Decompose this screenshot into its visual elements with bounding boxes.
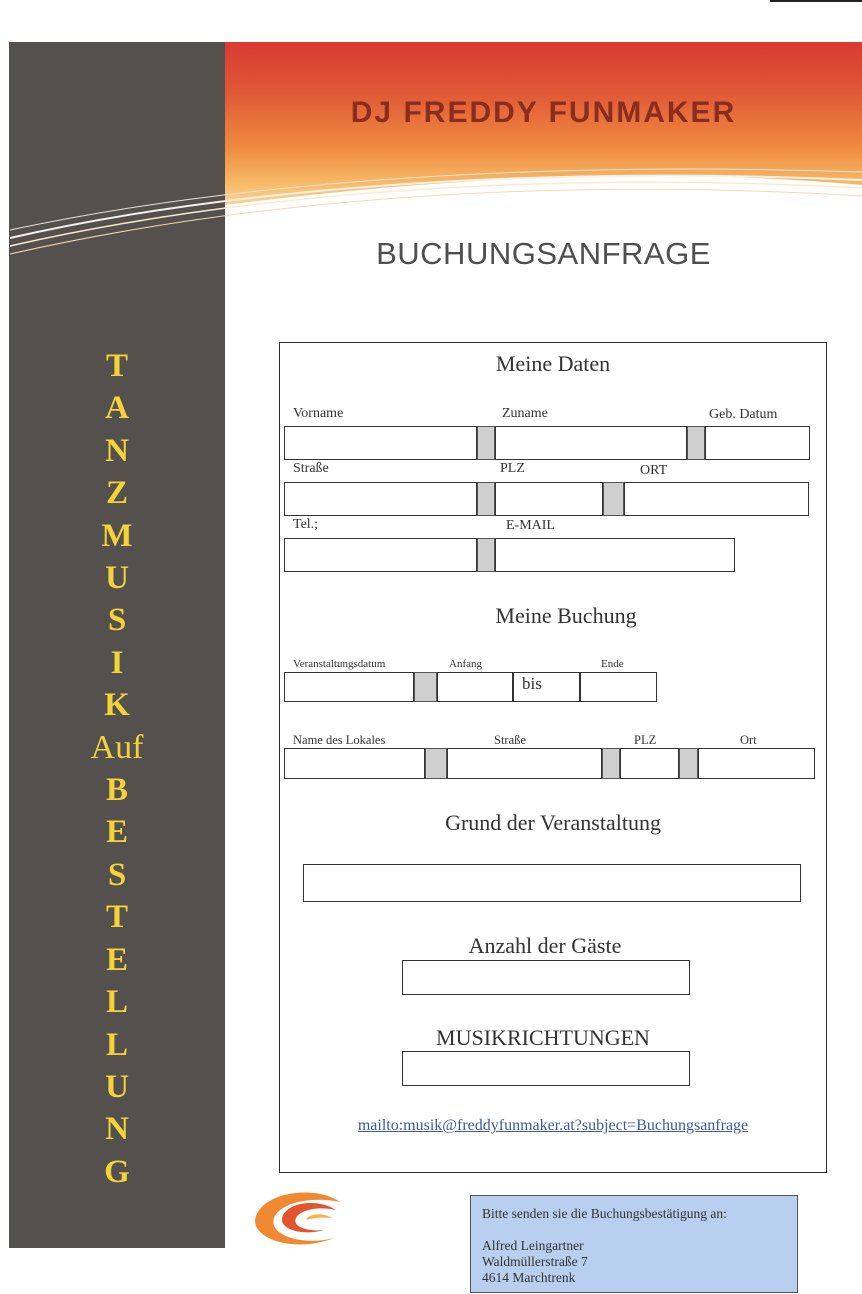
slogan-letter: L <box>105 1026 128 1063</box>
ende-field[interactable] <box>580 672 657 702</box>
email-field[interactable] <box>495 538 735 572</box>
tel-field[interactable] <box>284 538 477 572</box>
slogan-letter: S <box>107 602 127 639</box>
slogan-letter: N <box>105 432 129 469</box>
label-tel: Tel.; <box>293 517 319 532</box>
field-separator <box>477 482 495 516</box>
label-ende: Ende <box>601 658 624 670</box>
lokal-strasse-field[interactable] <box>447 748 602 779</box>
slogan-letter: K <box>104 687 130 724</box>
geb-datum-field[interactable] <box>705 426 810 460</box>
section-title-gaeste: Anzahl der Gäste <box>468 933 622 958</box>
vertical-slogan <box>9 345 225 1193</box>
vorname-field[interactable] <box>284 426 477 460</box>
gaeste-field[interactable] <box>402 960 690 995</box>
slogan-letter: E <box>105 941 128 978</box>
plz-field[interactable] <box>495 482 603 516</box>
slogan-letter: I <box>110 644 124 681</box>
strasse-field[interactable] <box>284 482 477 516</box>
musikrichtungen-field[interactable] <box>402 1051 690 1086</box>
brand-title: DJ FREDDY FUNMAKER <box>350 96 737 129</box>
label-vorname: Vorname <box>293 406 344 421</box>
field-separator <box>425 748 447 779</box>
slogan-letter: Auf <box>90 728 144 766</box>
address-name: Alfred Leingartner <box>482 1238 584 1253</box>
label-geb-datum: Geb. Datum <box>709 407 778 422</box>
field-separator <box>687 426 705 460</box>
address-city: 4614 Marchtrenk <box>482 1270 576 1285</box>
label-zuname: Zuname <box>502 406 548 421</box>
field-separator <box>679 748 698 779</box>
label-ort: ORT <box>640 463 668 478</box>
slogan-letter: U <box>105 1068 129 1105</box>
slogan-letter: B <box>105 772 128 809</box>
slogan-letter: Z <box>105 475 128 512</box>
page-heading: BUCHUNGSANFRAGE <box>376 236 711 271</box>
slogan-letter: G <box>104 1153 130 1190</box>
slogan-letter: A <box>105 390 129 427</box>
field-separator <box>602 748 620 779</box>
slogan-letter: U <box>105 560 129 597</box>
slogan-letter: E <box>105 814 128 851</box>
swirl-logo-icon <box>252 1188 352 1250</box>
bis-separator: bis <box>513 672 580 702</box>
section-title-grund: Grund der Veranstaltung <box>445 810 661 835</box>
field-separator <box>477 426 495 460</box>
label-anfang: Anfang <box>449 658 482 670</box>
label-strasse: Straße <box>293 461 329 476</box>
field-separator <box>414 672 437 702</box>
label-email: E-MAIL <box>506 518 555 533</box>
address-box <box>470 1195 798 1293</box>
label-veranstaltungsdatum: Veranstaltungsdatum <box>293 658 386 670</box>
slogan-letter: L <box>105 984 128 1021</box>
slogan-letter: T <box>105 348 128 384</box>
label-plz: PLZ <box>500 461 525 476</box>
zuname-field[interactable] <box>495 426 687 460</box>
label-lokal-plz: PLZ <box>634 733 657 747</box>
slogan-letter: T <box>105 899 128 936</box>
slogan-letter: N <box>105 1111 129 1148</box>
label-lokal-ort: Ort <box>740 733 757 747</box>
label-name-des-lokales: Name des Lokales <box>293 733 386 747</box>
lokal-plz-field[interactable] <box>620 748 679 779</box>
address-intro: Bitte senden sie die Buchungsbestätigung an: <box>482 1206 727 1221</box>
field-separator <box>477 538 495 572</box>
lokal-ort-field[interactable] <box>698 748 815 779</box>
section-title-meine-daten: Meine Daten <box>495 351 611 376</box>
section-title-musikrichtungen: MUSIKRICHTUNGEN <box>436 1025 650 1050</box>
slogan-letter: M <box>101 517 133 554</box>
header-swoosh-lines <box>0 0 862 260</box>
anfang-field[interactable] <box>437 672 513 702</box>
lokal-name-field[interactable] <box>284 748 425 779</box>
veranstaltungsdatum-field[interactable] <box>284 672 414 702</box>
address-street: Waldmüllerstraße 7 <box>482 1254 588 1269</box>
label-lokal-strasse: Straße <box>494 733 526 747</box>
grund-field[interactable] <box>303 864 801 902</box>
slogan-letter: S <box>107 856 127 893</box>
field-separator <box>603 482 624 516</box>
ort-field[interactable] <box>624 482 809 516</box>
mailto-link[interactable]: mailto:musik@freddyfunmaker.at?subject=Buchungsanfrage <box>357 1117 749 1134</box>
section-title-meine-buchung: Meine Buchung <box>495 603 637 628</box>
